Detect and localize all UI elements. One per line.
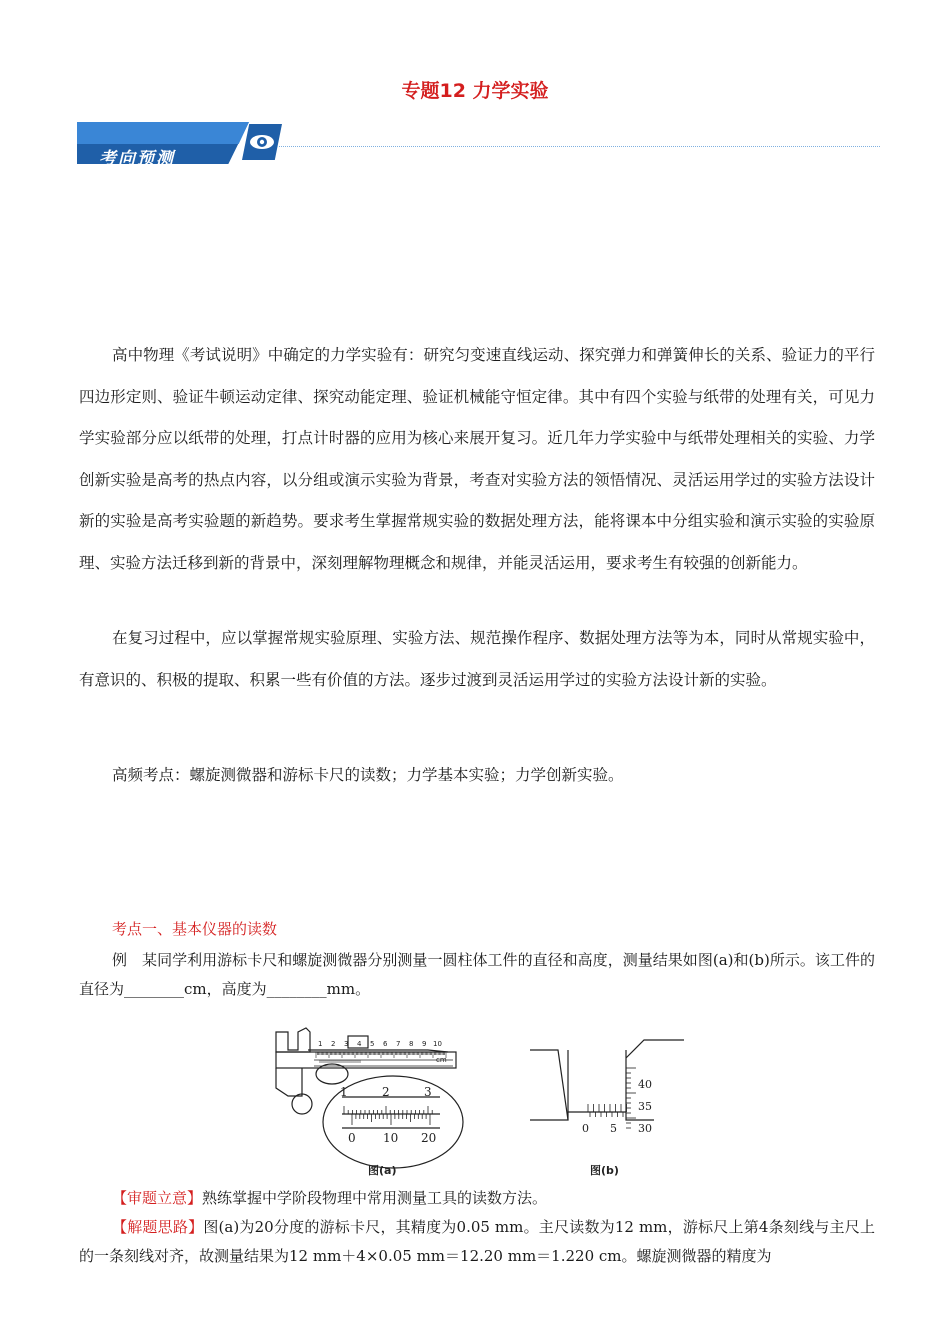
zoom-main-label: 3 xyxy=(424,1085,432,1099)
zoom-main-label: 2 xyxy=(382,1085,390,1099)
zoom-vernier-label: 20 xyxy=(421,1131,437,1145)
eye-icon xyxy=(248,130,276,154)
example-question: 例 某同学利用游标卡尺和螺旋测微器分别测量一圆柱体工件的直径和高度，测量结果如图(a)和(b)所示。该工件的直径为________cm，高度为________mm。 xyxy=(79,951,875,998)
section-heading: 考点一、基本仪器的读数 xyxy=(112,920,278,938)
banner-label: 考向预测 xyxy=(99,149,175,169)
caliper-tick-label: 10 xyxy=(433,1040,442,1048)
micrometer-labels xyxy=(582,1078,652,1135)
caliper-tick-label: 9 xyxy=(422,1040,427,1048)
caliper-tick-label: 1 xyxy=(318,1040,323,1048)
page-title: 专题12 力学实验 xyxy=(401,80,549,102)
vernier-caliper xyxy=(276,1028,456,1114)
answer-intent xyxy=(79,1184,875,1213)
thimble-label: 40 xyxy=(638,1078,652,1091)
intro-paragraph: 高中物理《考试说明》中确定的力学实验有：研究匀变速直线运动、探究弹力和弹簧伸长的关系、验证力的平行四边形定则、验证牛顿运动定律、探究动能定理、验证机械能守恒定律。其中有四个实验与纸带的处理有关，可见力学实验部分应以纸带的处理，打点计时器的应用为核心来展开复习。近几年力学实验中与纸带处理相关的实验、力学创新实验是高考的热点内容，以分组或演示实验为背景，考查对实验方法的领悟情况、灵活运用学过的实验方法设计新的实验是高考实验题的新趋势。要求考生掌握常规实验的数据处理方法，能将课本中分组实验和演示实验的实验原理、实验方法迁移到新的背景中，深刻理解物理概念和规律，并能灵活运用，要求考生有较强的创新能力。 xyxy=(79,346,875,572)
zoom-main-label: 1 xyxy=(340,1085,348,1099)
idea-text: 图(a)为20分度的游标卡尺，其精度为0.05 mm。主尺读数为12 mm，游标尺上第4条刻线与主尺上的一条刻线对齐，故测量结果为12 mm＋4×0.05 mm＝12.20 mm＝1.220 cm。螺旋测微器的精度为 xyxy=(79,1218,875,1265)
caliper-tick-label: 4 xyxy=(357,1040,362,1048)
caliper-unit-label: cm xyxy=(436,1056,447,1064)
caliper-tick-label: 3 xyxy=(344,1040,349,1048)
micrometer xyxy=(530,1040,684,1120)
review-paragraph: 在复习过程中，应以掌握常规实验原理、实验方法、规范操作程序、数据处理方法等为本，同时从常规实验中，有意识的、积极的提取、积累一些有价值的方法。逐步过渡到灵活运用学过的实验方法设计新的实验。 xyxy=(79,629,875,689)
intent-tag: 【审题立意】 xyxy=(112,1189,203,1207)
answer-idea xyxy=(79,1213,875,1271)
banner-dotted-rule xyxy=(277,146,880,147)
zoom-vernier-label: 0 xyxy=(348,1131,356,1145)
section-banner xyxy=(77,122,880,169)
caption-a: 图(a) xyxy=(368,1164,397,1177)
banner-tab-highlight xyxy=(77,122,249,144)
thimble-label: 35 xyxy=(638,1100,652,1113)
caliper-tick-label: 7 xyxy=(396,1040,401,1048)
caliper-tick-label: 5 xyxy=(370,1040,375,1048)
sleeve-label: 5 xyxy=(610,1122,617,1135)
key-points-paragraph: 高频考点：螺旋测微器和游标卡尺的读数；力学基本实验；力学创新实验。 xyxy=(112,766,624,784)
instrument-figure xyxy=(258,1022,698,1182)
caption-b: 图(b) xyxy=(590,1164,619,1177)
caliper-tick-label: 8 xyxy=(409,1040,414,1048)
caliper-tick-label: 6 xyxy=(383,1040,388,1048)
sleeve-label: 0 xyxy=(582,1122,589,1135)
caliper-tick-label: 2 xyxy=(331,1040,336,1048)
thimble-label: 30 xyxy=(638,1122,652,1135)
idea-tag: 【解题思路】 xyxy=(112,1218,204,1236)
zoom-vernier-label: 10 xyxy=(383,1131,399,1145)
intent-text: 熟练掌握中学阶段物理中常用测量工具的读数方法。 xyxy=(202,1189,548,1207)
